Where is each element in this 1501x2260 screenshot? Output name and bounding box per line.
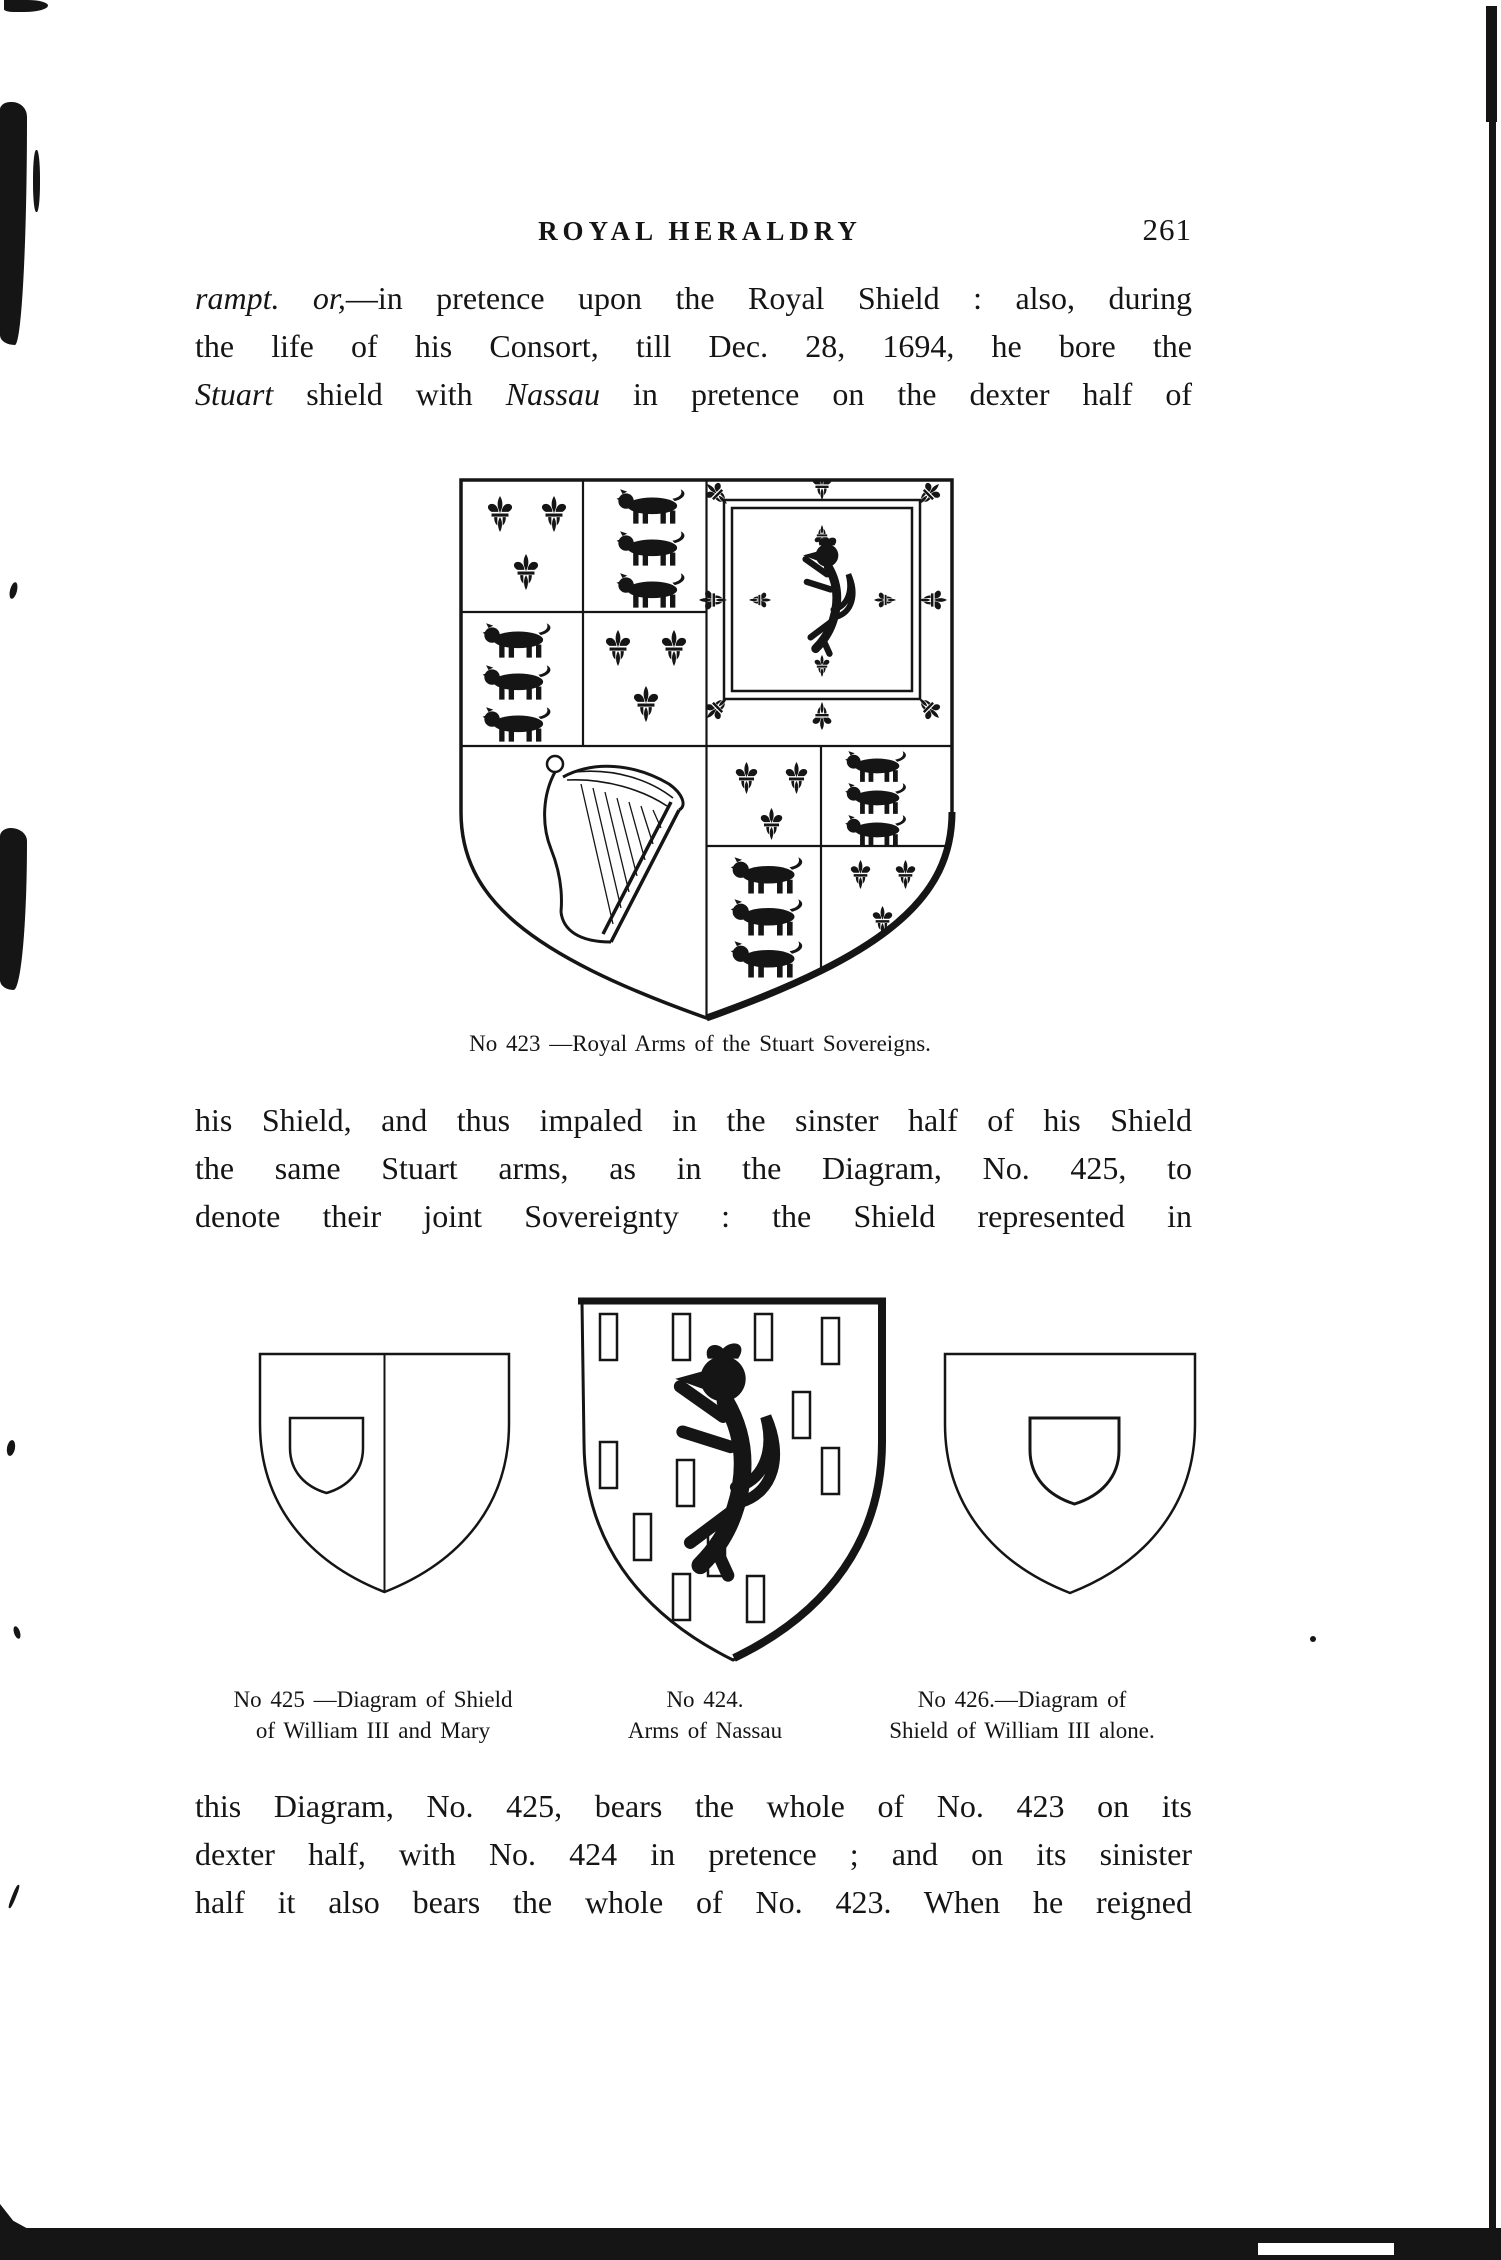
figure-425-caption-line1: No 425 —Diagram of Shield: [233, 1687, 513, 1712]
figure-426-caption-line1: No 426.—Diagram of: [917, 1687, 1127, 1712]
binding-line-right: [1489, 8, 1496, 2232]
paragraph-3-line-3: half it also bears the whole of No. 423. When he reigned: [195, 1884, 1192, 1920]
figure-424-caption: [570, 1684, 840, 1746]
paragraph-3-line-2: dexter half, with No. 424 in pretence ; and on its sinister: [195, 1836, 1192, 1872]
paragraph-2-line-1: his Shield, and thus impaled in the sinster half of his Shield: [195, 1102, 1192, 1138]
paragraph-3: [195, 1782, 1192, 1926]
scan-mark-left-4: [7, 1884, 20, 1909]
figure-424-caption-line2: Arms of Nassau: [627, 1718, 783, 1743]
paragraph-1-line-2: the life of his Consort, till Dec. 28, 1694, he bore the: [195, 328, 1192, 364]
shield-outline: [945, 1354, 1195, 1593]
scan-blob-left-mid: [0, 828, 27, 990]
shield-424-arms-of-nassau: [572, 1292, 894, 1668]
paragraph-2-line-3: denote their joint Sovereignty : the Shield represented in: [195, 1198, 1192, 1234]
figure-423-caption: No 423 —Royal Arms of the Stuart Sovereigns.: [469, 1031, 931, 1056]
scan-dot-right: [1310, 1636, 1316, 1642]
shield-426-william-alone: [940, 1346, 1200, 1599]
figure-426-caption-line2: Shield of William III alone.: [889, 1718, 1155, 1743]
paragraph-2-line-2: the same Stuart arms, as in the Diagram, No. 425, to: [195, 1150, 1192, 1186]
text-run: —in pretence upon the Royal Shield : also, during: [345, 280, 1193, 316]
paragraph-1: [195, 274, 1192, 418]
figure-425-caption: [183, 1684, 563, 1746]
text-run: in pretence on the dexter half of: [599, 376, 1193, 412]
paragraph-2: [195, 1096, 1192, 1240]
text-run: shield with: [273, 376, 506, 412]
figure-426-caption: [852, 1684, 1192, 1746]
paragraph-3-line-1: this Diagram, No. 425, bears the whole of No. 423 on its: [195, 1788, 1192, 1824]
scan-mark-left-1: [8, 581, 19, 599]
shield-423-royal-arms-stuart: [455, 472, 958, 1025]
page-number: 261: [1142, 212, 1192, 247]
scan-blob-left-upper: [0, 102, 27, 345]
paragraph-1-line-1: [195, 274, 1192, 322]
paragraph-1-line-3: [195, 370, 1192, 418]
shield-425-william-and-mary: [255, 1346, 514, 1598]
scan-mark-left-2: [6, 1439, 17, 1456]
binding-line-right-top: [1486, 6, 1497, 122]
scan-smudge-top-left: [4, 0, 48, 12]
figure-424-caption-line1: No 424.: [666, 1687, 744, 1712]
scan-mark-left-3: [12, 1625, 22, 1639]
page-header-title: ROYAL HERALDRY: [538, 216, 862, 246]
italic-stuart: Stuart: [195, 376, 274, 412]
italic-rampt-or: rampt. or,: [195, 280, 346, 316]
scan-blob-left-upper-dash: [33, 150, 40, 212]
scan-band-white-patch: [1258, 2243, 1394, 2255]
figure-425-caption-line2: of William III and Mary: [255, 1718, 491, 1743]
italic-nassau: Nassau: [505, 376, 600, 412]
